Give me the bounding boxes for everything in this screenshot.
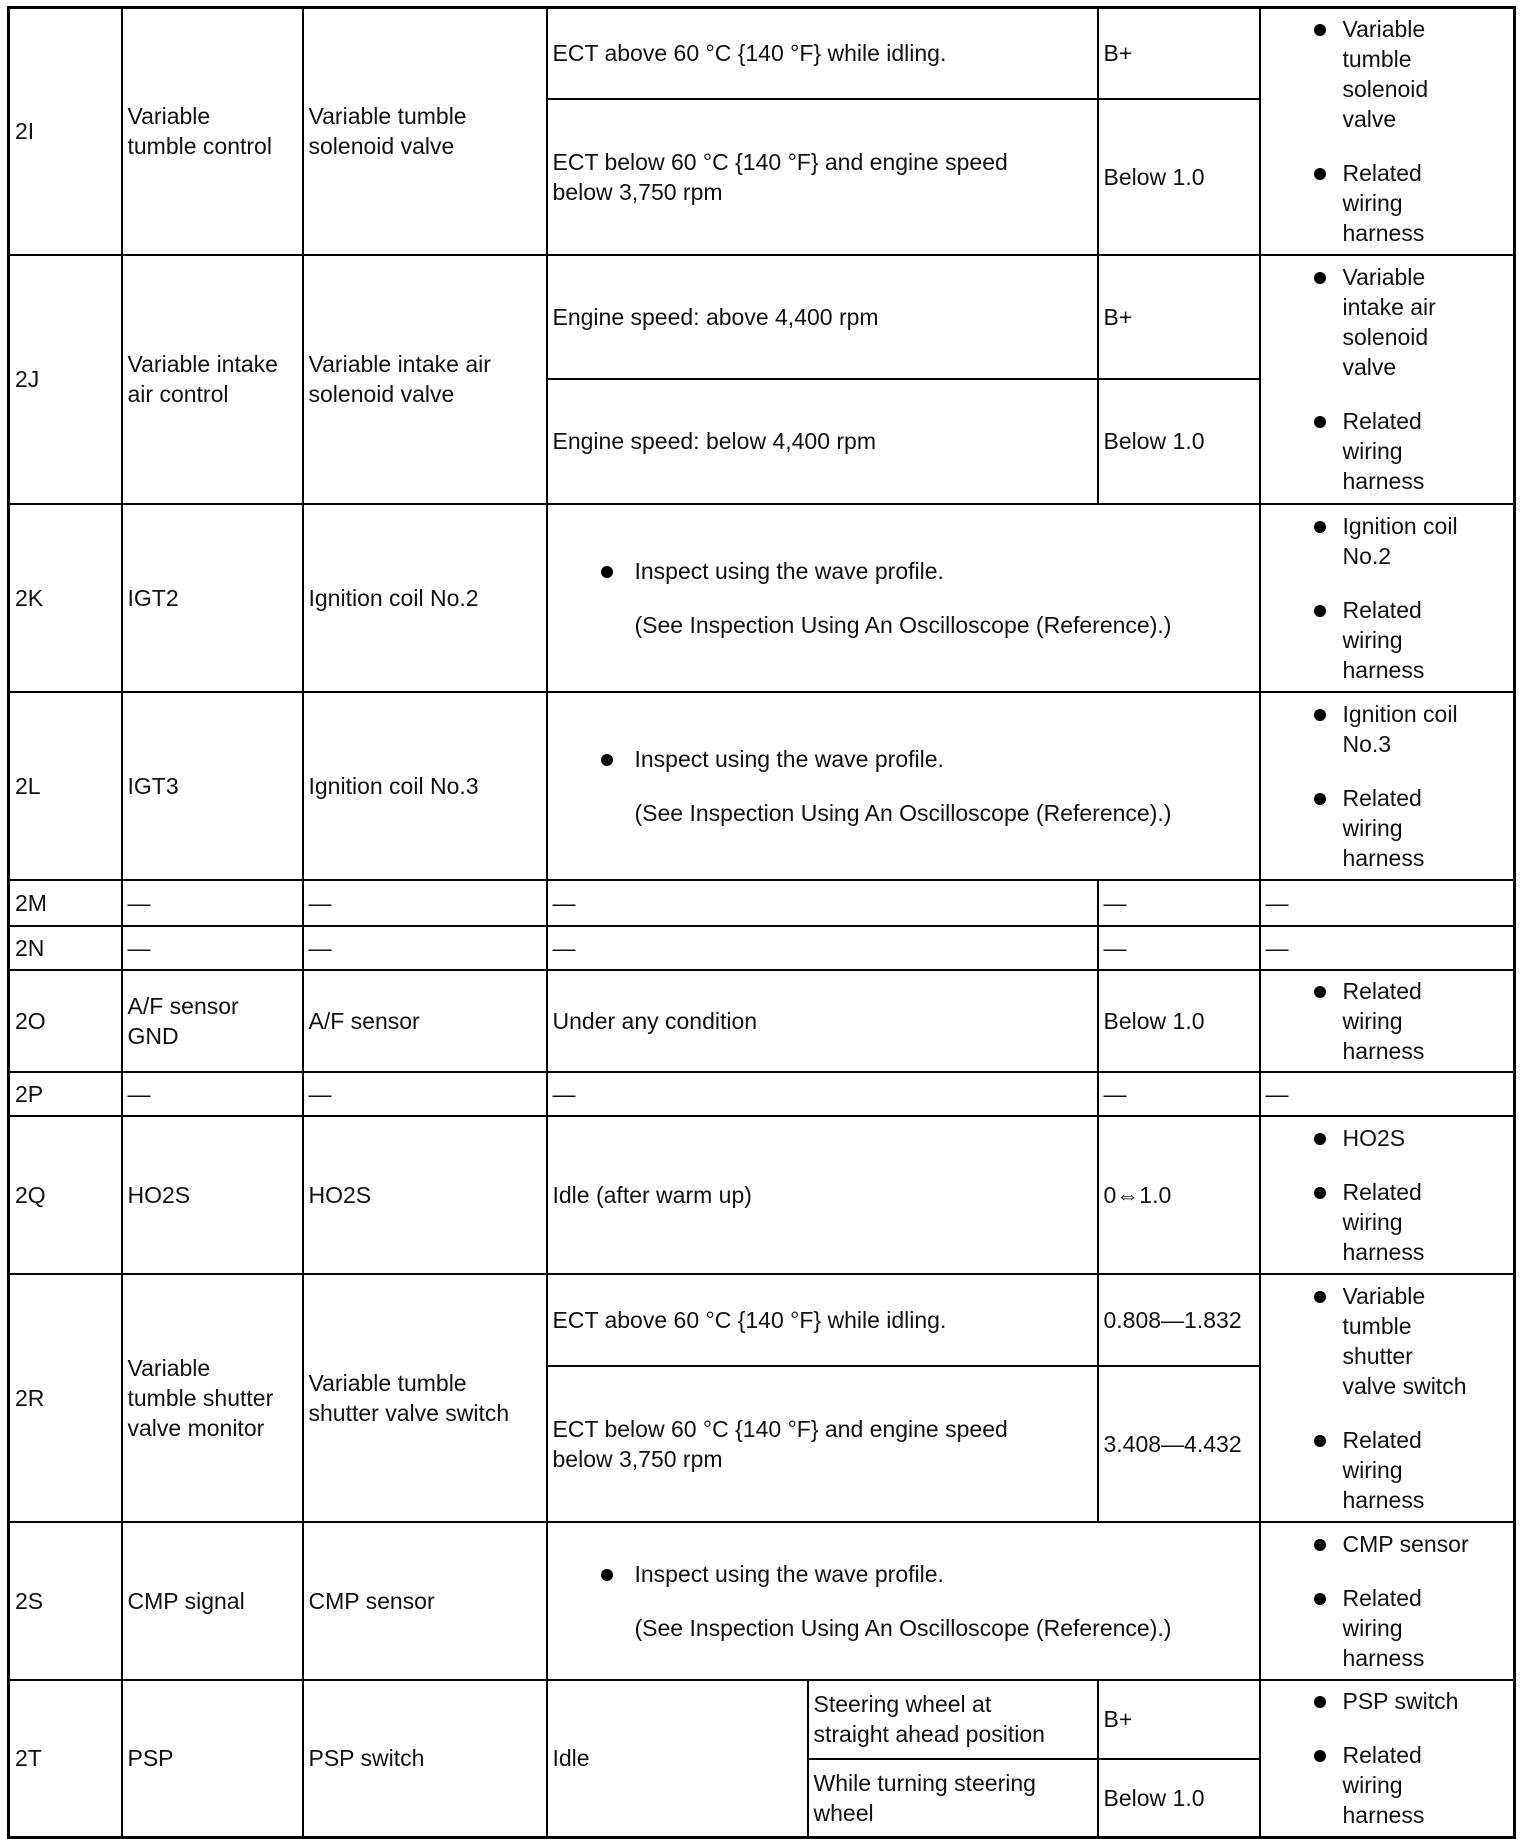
inspection-item: Related wiring harness (1266, 595, 1510, 685)
voltage-cell: — (1098, 926, 1260, 970)
signal-cell: PSP (122, 1680, 303, 1838)
inspection-list (1266, 262, 1510, 496)
wave-profile-cell (547, 504, 1260, 692)
signal-cell: — (122, 880, 303, 926)
wave-profile-note (553, 556, 1255, 640)
inspection-list (1266, 1686, 1510, 1830)
inspection-list (1266, 14, 1510, 248)
condition-cell: ECT above 60 °C {140 °F} while idling. (547, 8, 1098, 99)
spec-table-wrapper (7, 6, 1516, 1839)
table-row (9, 880, 1515, 926)
inspection-cell: — (1260, 880, 1515, 926)
inspection-item: Related wiring harness (1266, 158, 1510, 248)
connected-to-cell: Variable tumble solenoid valve (303, 8, 547, 255)
condition-cell: Under any condition (547, 970, 1098, 1072)
signal-cell: A/F sensor GND (122, 970, 303, 1072)
inspection-cell (1260, 504, 1515, 692)
inspection-item: Ignition coil No.3 (1266, 699, 1510, 759)
condition-cell: — (547, 880, 1098, 926)
condition-cell: Idle (547, 1680, 808, 1838)
wave-profile-cell (547, 692, 1260, 880)
terminal-voltage-table (7, 6, 1516, 1839)
connected-to-cell: — (303, 880, 547, 926)
terminal-cell: 2I (9, 8, 122, 255)
signal-cell: HO2S (122, 1116, 303, 1274)
connected-to-cell: CMP sensor (303, 1522, 547, 1680)
condition-cell: Engine speed: below 4,400 rpm (547, 379, 1098, 504)
condition-cell: — (547, 926, 1098, 970)
inspection-item: Variable intake air solenoid valve (1266, 262, 1510, 382)
inspection-list (1266, 699, 1510, 873)
inspection-item: Related wiring harness (1266, 783, 1510, 873)
voltage-cell: 0⇔1.0 (1098, 1116, 1260, 1274)
condition-cell: Idle (after warm up) (547, 1116, 1098, 1274)
table-row (9, 970, 1515, 1072)
wave-profile-note (553, 1559, 1255, 1643)
connected-to-cell: PSP switch (303, 1680, 547, 1838)
signal-cell: CMP signal (122, 1522, 303, 1680)
table-row (9, 1522, 1515, 1680)
voltage-cell: Below 1.0 (1098, 379, 1260, 504)
connected-to-cell: Variable tumble shutter valve switch (303, 1274, 547, 1522)
inspection-list (1266, 1123, 1510, 1267)
terminal-cell: 2R (9, 1274, 122, 1522)
sub-condition-cell: While turning steering wheel (808, 1759, 1098, 1838)
inspection-cell (1260, 8, 1515, 255)
voltage-cell: — (1098, 1072, 1260, 1116)
connected-to-cell: HO2S (303, 1116, 547, 1274)
inspection-item: Variable tumble shutter valve switch (1266, 1281, 1510, 1401)
terminal-cell: 2J (9, 255, 122, 504)
connected-to-cell: — (303, 1072, 547, 1116)
voltage-cell: B+ (1098, 1680, 1260, 1759)
inspection-cell (1260, 1680, 1515, 1838)
inspection-cell: — (1260, 1072, 1515, 1116)
inspection-list (1266, 1529, 1510, 1673)
wave-profile-cell (547, 1522, 1260, 1680)
signal-cell: — (122, 1072, 303, 1116)
terminal-cell: 2S (9, 1522, 122, 1680)
inspection-list (1266, 976, 1510, 1066)
condition-cell: — (547, 1072, 1098, 1116)
table-row (9, 8, 1515, 99)
inspection-cell (1260, 692, 1515, 880)
wave-instruction: Inspect using the wave profile. (595, 744, 1255, 774)
table-row (9, 692, 1515, 880)
connected-to-cell: Ignition coil No.2 (303, 504, 547, 692)
terminal-cell: 2T (9, 1680, 122, 1838)
inspection-item: Related wiring harness (1266, 976, 1510, 1066)
connected-to-cell: A/F sensor (303, 970, 547, 1072)
table-row (9, 1116, 1515, 1274)
inspection-item: Related wiring harness (1266, 1425, 1510, 1515)
signal-cell: — (122, 926, 303, 970)
signal-cell: IGT2 (122, 504, 303, 692)
signal-cell: IGT3 (122, 692, 303, 880)
connected-to-cell: Ignition coil No.3 (303, 692, 547, 880)
terminal-cell: 2K (9, 504, 122, 692)
voltage-cell: B+ (1098, 255, 1260, 379)
terminal-cell: 2O (9, 970, 122, 1072)
inspection-list (1266, 511, 1510, 685)
inspection-item: Related wiring harness (1266, 406, 1510, 496)
inspection-cell (1260, 1116, 1515, 1274)
inspection-item: Related wiring harness (1266, 1740, 1510, 1830)
condition-cell: ECT below 60 °C {140 °F} and engine speed below 3,750 rpm (547, 99, 1098, 255)
inspection-item: Ignition coil No.2 (1266, 511, 1510, 571)
voltage-cell: Below 1.0 (1098, 970, 1260, 1072)
inspection-cell (1260, 255, 1515, 504)
inspection-cell (1260, 970, 1515, 1072)
signal-cell: Variable intake air control (122, 255, 303, 504)
inspection-cell (1260, 1522, 1515, 1680)
voltage-cell: — (1098, 880, 1260, 926)
oscilloscope-reference: (See Inspection Using An Oscilloscope (Reference).) (634, 799, 1172, 826)
inspection-list (1266, 1281, 1510, 1515)
voltage-cell: 3.408—4.432 (1098, 1366, 1260, 1522)
inspection-item: Related wiring harness (1266, 1177, 1510, 1267)
signal-cell: Variable tumble control (122, 8, 303, 255)
condition-cell: ECT below 60 °C {140 °F} and engine speed below 3,750 rpm (547, 1366, 1098, 1522)
wave-instruction: Inspect using the wave profile. (595, 556, 1255, 586)
signal-cell: Variable tumble shutter valve monitor (122, 1274, 303, 1522)
terminal-cell: 2P (9, 1072, 122, 1116)
inspection-item: PSP switch (1266, 1686, 1510, 1716)
inspection-cell (1260, 1274, 1515, 1522)
oscilloscope-reference: (See Inspection Using An Oscilloscope (Reference).) (634, 1614, 1172, 1641)
terminal-cell: 2M (9, 880, 122, 926)
voltage-cell: Below 1.0 (1098, 99, 1260, 255)
condition-cell: Engine speed: above 4,400 rpm (547, 255, 1098, 379)
connected-to-cell: Variable intake air solenoid valve (303, 255, 547, 504)
inspection-item: Related wiring harness (1266, 1583, 1510, 1673)
condition-cell: ECT above 60 °C {140 °F} while idling. (547, 1274, 1098, 1366)
sub-condition-cell: Steering wheel at straight ahead position (808, 1680, 1098, 1759)
table-row (9, 1072, 1515, 1116)
inspection-item: HO2S (1266, 1123, 1510, 1153)
inspection-cell: — (1260, 926, 1515, 970)
table-row (9, 255, 1515, 379)
wave-instruction: Inspect using the wave profile. (595, 1559, 1255, 1589)
voltage-cell: 0.808—1.832 (1098, 1274, 1260, 1366)
terminal-cell: 2N (9, 926, 122, 970)
inspection-item: Variable tumble solenoid valve (1266, 14, 1510, 134)
inspection-item: CMP sensor (1266, 1529, 1510, 1559)
oscilloscope-reference: (See Inspection Using An Oscilloscope (Reference).) (634, 611, 1172, 638)
table-row (9, 926, 1515, 970)
terminal-cell: 2L (9, 692, 122, 880)
table-row (9, 1680, 1515, 1759)
table-row (9, 1274, 1515, 1366)
voltage-cell: Below 1.0 (1098, 1759, 1260, 1838)
table-row (9, 504, 1515, 692)
terminal-cell: 2Q (9, 1116, 122, 1274)
connected-to-cell: — (303, 926, 547, 970)
wave-profile-note (553, 744, 1255, 828)
voltage-cell: B+ (1098, 8, 1260, 99)
